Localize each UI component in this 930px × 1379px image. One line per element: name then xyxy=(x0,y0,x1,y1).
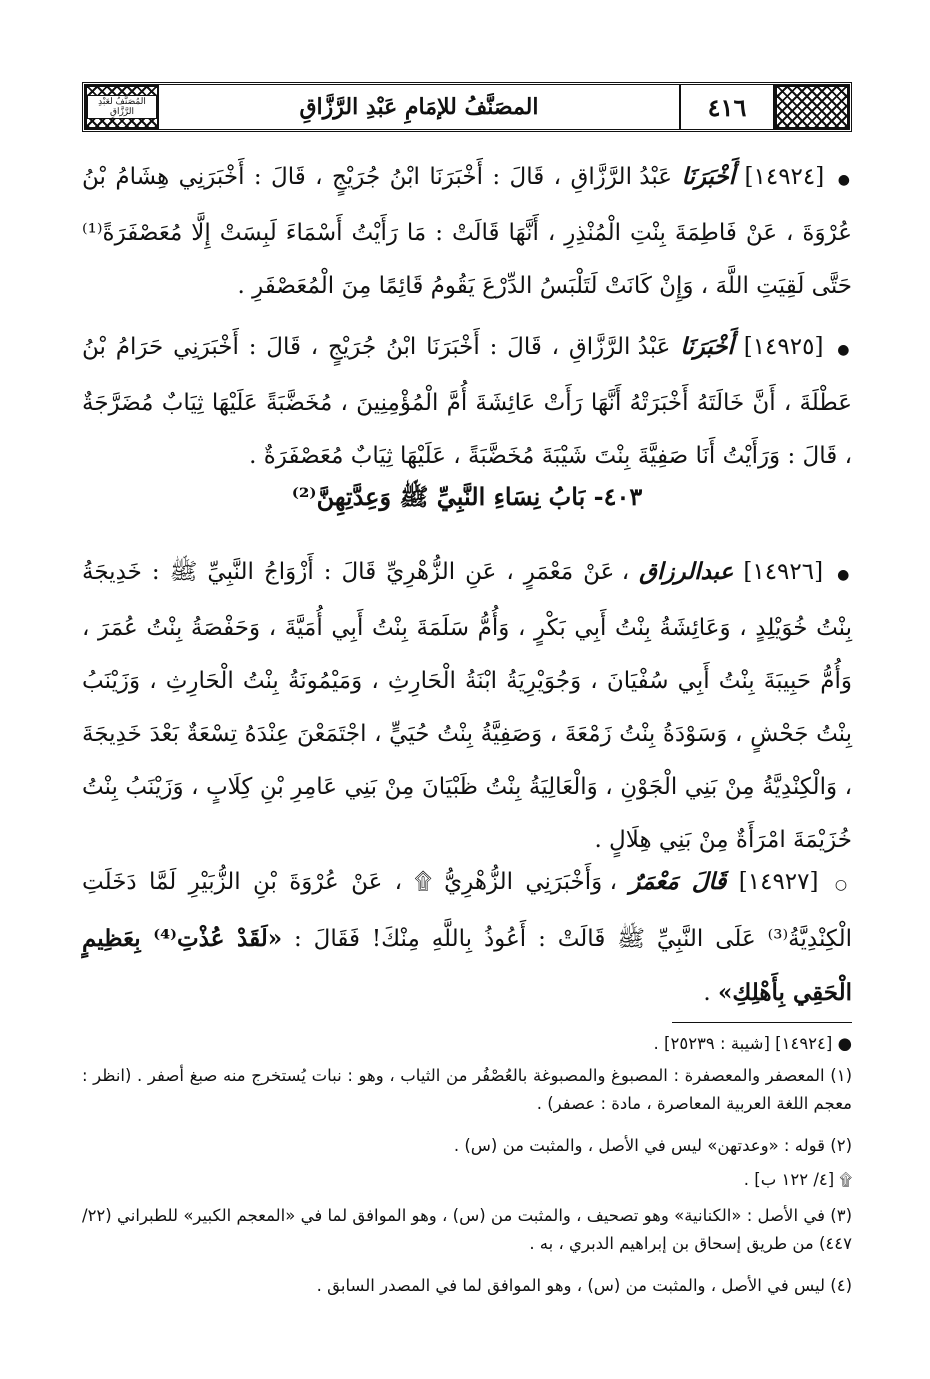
hadith-number: [١٤٩٢٧] xyxy=(738,869,819,895)
hadith-entry: ● [١٤٩٢٥] أَخْبَرَنَا عَبْدُ الرَّزَّاقِ ، قَالَ : أَخْبَرَنَا ابْنُ جُرَيْجٍ ، قَالَ : أَخْبَرَنِي حَرَامُ بْنُ عَطْلَةَ ، أَنَّ خَالَتَهُ أَخْبَرَتْهُ أَنَّهَا رَأَتْ عَائِشَةَ أُمَّ الْمُؤْمِنِينَ ، مُخَضَّبَةً عَلَيْهَا ثِيَابٌ مُضَرَّجَةٌ ، قَالَ : وَرَأَيْتُ أَنَا صَفِيَّةَ بِنْتَ شَيْبَةَ مُخَضَّبَةً ، عَلَيْهَا ثِيَابٌ مُعَصْفَرَةٌ . xyxy=(82,333,853,469)
hadith-entry: ○ [١٤٩٢٧] قَالَ مَعْمَرٌ ، وَأَخْبَرَنِي الزُّهْرِيُّ ۩ ، عَنْ عُرْوَةَ بْنِ الزُّبَيْرِ لَمَّا دَخَلَتِ الْكِنْدِيَّةُ⁽³⁾ عَلَى النَّبِيِّ ﷺ قَالَتْ : أَعُوذُ بِاللَّهِ مِنْكَ! فَقَالَ : «لَقَدْ عُذْتِ⁽⁴⁾ بِعَظِيمٍ الْحَقِي بِأَهْلِكِ» . xyxy=(82,868,853,1006)
footnote-divider xyxy=(672,1022,852,1023)
ornament-left xyxy=(85,85,159,129)
ornament-right xyxy=(775,85,849,129)
running-title: المصَنَّفُ للإمَامِ عَبْدِ الرَّزَّاقِ xyxy=(299,94,539,120)
hadith-lead: أَخْبَرَنَا xyxy=(681,163,736,190)
hadith-text: ، عَنْ مَعْمَرٍ ، عَنِ الزُّهْرِيِّ قَالَ : أَزْوَاجُ النَّبِيِّ ﷺ : خَدِيجَةُ بِنْتُ خُوَيْلِدٍ ، وَعَائِشَةُ بِنْتُ أَبِي بَكْرٍ ، وَأُمُّ سَلَمَةَ بِنْتُ أَبِي أُمَيَّةَ ، وَحَفْصَةُ بِنْتُ عُمَرَ ، وَأُمُّ حَبِيبَةَ بِنْتُ أَبِي سُفْيَانَ ، وَجُوَيْرِيَةُ ابْنَةُ الْحَارِثِ ، وَمَيْمُونَةُ بِنْتُ الْحَارِثِ ، وَزَيْنَبُ بِنْتُ جَحْشٍ ، وَسَوْدَةُ بِنْتُ زَمْعَةَ ، وَصَفِيَّةُ بِنْتُ حُيَيٍّ ، اجْتَمَعْنَ عِنْدَهُ تِسْعَةٌ بَعْدَ خَدِيجَةَ ، وَالْكِنْدِيَّةُ مِنْ بَنِي الْجَوْنِ ، وَالْعَالِيَةُ بِنْتُ ظَبْيَانَ مِنْ بَنِي عَامِرِ بْنِ كِلَابٍ ، وَزَيْنَبُ بِنْتُ خُزَيْمَةَ امْرَأَةٌ مِنْ بَنِي هِلَالٍ . xyxy=(82,559,852,853)
hadith-entry: ● [١٤٩٢٦] عبدالرزاق ، عَنْ مَعْمَرٍ ، عَنِ الزُّهْرِيِّ قَالَ : أَزْوَاجُ النَّبِيِّ ﷺ : خَدِيجَةُ بِنْتُ خُوَيْلِدٍ ، وَعَائِشَةُ بِنْتُ أَبِي بَكْرٍ ، وَأُمُّ سَلَمَةَ بِنْتُ أَبِي أُمَيَّةَ ، وَحَفْصَةُ بِنْتُ عُمَرَ ، وَأُمُّ حَبِيبَةَ بِنْتُ أَبِي سُفْيَانَ ، وَجُوَيْرِيَةُ ابْنَةُ الْحَارِثِ ، وَمَيْمُونَةُ بِنْتُ الْحَارِثِ ، وَزَيْنَبُ بِنْتُ جَحْشٍ ، وَسَوْدَةُ بِنْتُ زَمْعَةَ ، وَصَفِيَّةُ بِنْتُ حُيَيٍّ ، اجْتَمَعْنَ عِنْدَهُ تِسْعَةٌ بَعْدَ خَدِيجَةَ ، وَالْكِنْدِيَّةُ مِنْ بَنِي الْجَوْنِ ، وَالْعَالِيَةُ بِنْتُ ظَبْيَانَ مِنْ بَنِي عَامِرِ بْنِ كِلَابٍ ، وَزَيْنَبُ بِنْتُ خُزَيْمَةَ امْرَأَةٌ مِنْ بَنِي هِلَالٍ . xyxy=(82,558,853,853)
footnote: (١) المعصفر والمعصفرة : المصبوغ والمصبوغة بالعُصْفُر من الثياب ، وهو : نبات يُستخرج منه صبغ أصفر . (انظر : معجم اللغة العربية المعاصرة ، مادة : عصفر) . xyxy=(82,1066,852,1113)
hadith-lead: قَالَ مَعْمَرٌ xyxy=(629,868,727,895)
page-number: ٤١٦ xyxy=(679,85,775,129)
footnote: ۩ [٤/ ١٢٢ ب] . xyxy=(743,1170,852,1189)
footnote: (٢) قوله : «وعدتهن» ليس في الأصل ، والمثبت من (س) . xyxy=(453,1136,852,1155)
main-text xyxy=(82,150,852,1010)
hadith-number: [١٤٩٢٤] xyxy=(744,164,825,190)
hadith-text: عَبْدُ الرَّزَّاقِ ، قَالَ : أَخْبَرَنَا ابْنُ جُرَيْجٍ ، قَالَ : أَخْبَرَنِي حَرَامُ بْنُ عَطْلَةَ ، أَنَّ خَالَتَهُ أَخْبَرَتْهُ أَنَّهَا رَأَتْ عَائِشَةَ أُمَّ الْمُؤْمِنِينَ ، مُخَضَّبَةً عَلَيْهَا ثِيَابٌ مُضَرَّجَةٌ ، قَالَ : وَرَأَيْتُ أَنَا صَفِيَّةَ بِنْتَ شَيْبَةَ مُخَضَّبَةً ، عَلَيْهَا ثِيَابٌ مُعَصْفَرَةٌ . xyxy=(82,334,852,469)
page-header xyxy=(82,82,852,132)
hadith-quote: «لَقَدْ عُذْتِ⁽⁴⁾ بِعَظِيمٍ الْحَقِي بِأَهْلِكِ» xyxy=(82,925,852,1006)
hadith-number: [١٤٩٢٥] xyxy=(743,334,824,360)
hadith-lead: أَخْبَرَنَا xyxy=(680,333,734,360)
footnote: (٣) في الأصل : «الكنانية» وهو تصحيف ، والمثبت من (س) ، وهو الموافق لما في «المعجم الكبير» للطبراني (٢٢/ ٤٤٧) من طريق إسحاق بن إبراهيم الدبري ، به . xyxy=(82,1206,852,1253)
hadith-number: [١٤٩٢٦] xyxy=(743,559,824,585)
hadith-text: ، وَأَخْبَرَنِي الزُّهْرِيُّ ۩ ، عَنْ عُرْوَةَ بْنِ الزُّبَيْرِ لَمَّا دَخَلَتِ الْكِنْدِيَّةُ⁽³⁾ عَلَى النَّبِيِّ ﷺ قَالَتْ : أَعُوذُ بِاللَّهِ مِنْكَ! فَقَالَ : xyxy=(82,869,852,952)
ornament-label: المُصَنَّفُ لعَبْدِ الرَّزَّاقِ xyxy=(87,95,157,119)
footnotes xyxy=(82,1030,852,1360)
footnote: ● [١٤٩٢٤] [شيبة : ٢٥٢٣٩] . xyxy=(653,1034,852,1053)
chapter-heading: ٤٠٣- بَابُ نِسَاءِ النَّبِيِّ ﷺ وَعِدَّتِهِنَّ⁽²⁾ xyxy=(291,482,643,511)
hadith-entry: ● [١٤٩٢٤] أَخْبَرَنَا عَبْدُ الرَّزَّاقِ ، قَالَ : أَخْبَرَنَا ابْنُ جُرَيْجٍ ، قَالَ : أَخْبَرَنِي هِشَامُ بْنُ عُرْوَةَ ، عَنْ فَاطِمَةَ بِنْتِ الْمُنْذِرِ ، أَنَّهَا قَالَتْ : مَا رَأَيْتُ أَسْمَاءَ لَبِسَتْ إِلَّا مُعَصْفَرَةً⁽¹⁾ حَتَّى لَقِيَتِ اللَّهَ ، وَإِنْ كَانَتْ لَتَلْبَسُ الدِّرْعَ يَقُومُ قَائِمًا مِنَ الْمُعَصْفَرِ . xyxy=(82,163,853,299)
hadith-text: عَبْدُ الرَّزَّاقِ ، قَالَ : أَخْبَرَنَا ابْنُ جُرَيْجٍ ، قَالَ : أَخْبَرَنِي هِشَامُ بْنُ عُرْوَةَ ، عَنْ فَاطِمَةَ بِنْتِ الْمُنْذِرِ ، أَنَّهَا قَالَتْ : مَا رَأَيْتُ أَسْمَاءَ لَبِسَتْ إِلَّا مُعَصْفَرَةً⁽¹⁾ حَتَّى لَقِيَتِ اللَّهَ ، وَإِنْ كَانَتْ لَتَلْبَسُ الدِّرْعَ يَقُومُ قَائِمًا مِنَ الْمُعَصْفَرِ . xyxy=(82,164,852,299)
footnote: (٤) ليس في الأصل ، والمثبت من (س) ، وهو الموافق لما في المصدر السابق . xyxy=(316,1276,852,1295)
hadith-lead: عبدالرزاق xyxy=(639,558,734,585)
